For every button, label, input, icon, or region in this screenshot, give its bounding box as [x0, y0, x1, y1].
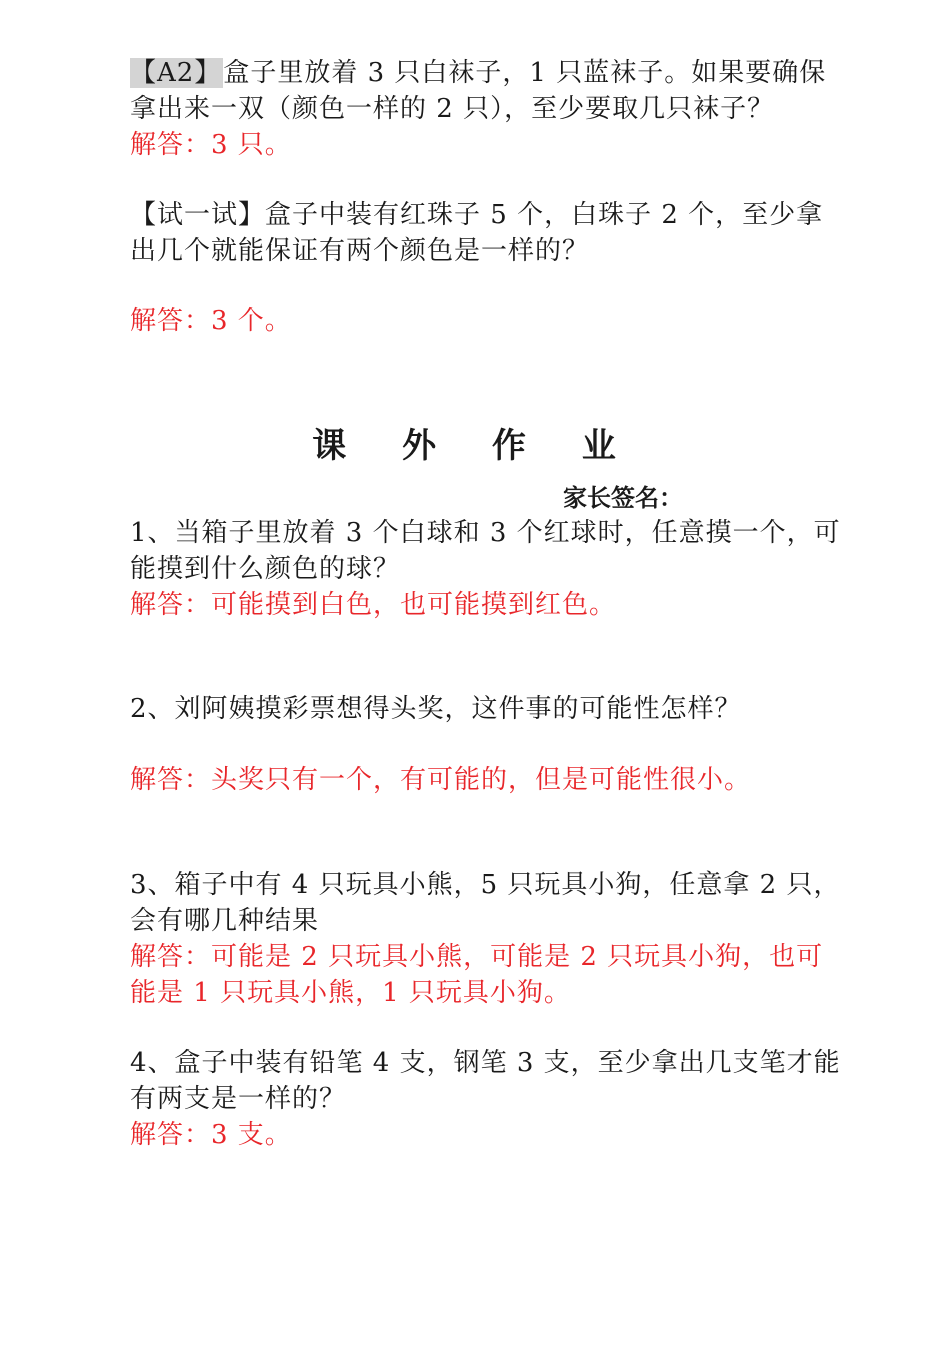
q3-line-1: 3、箱子中有 4 只玩具小熊，5 只玩具小狗，任意拿 2 只，	[130, 870, 841, 900]
q4-answer: 解答：3 支。	[130, 1120, 292, 1150]
try-it-question-line-2: 出几个就能保证有两个颜色是一样的？	[130, 236, 590, 266]
q4-line-1: 4、盒子中装有铅笔 4 支，钢笔 3 支，至少拿出几支笔才能	[130, 1048, 841, 1078]
try-it-answer: 解答：3 个。	[130, 306, 292, 336]
a2-question-line-2: 拿出来一双（颜色一样的 2 只），至少要取几只袜子？	[130, 94, 775, 124]
q3-line-2: 会有哪几种结果	[130, 906, 320, 936]
try-it-question-line-1: 【试一试】盒子中装有红珠子 5 个，白珠子 2 个，至少拿	[130, 200, 824, 230]
q3-answer-line-2: 能是 1 只玩具小熊，1 只玩具小狗。	[130, 978, 571, 1008]
q4-line-2: 有两支是一样的？	[130, 1084, 347, 1114]
q1-answer: 解答：可能摸到白色，也可能摸到红色。	[130, 590, 617, 620]
q1-line-1: 1、当箱子里放着 3 个白球和 3 个红球时，任意摸一个，可	[130, 518, 841, 548]
q3-answer-line-1: 解答：可能是 2 只玩具小熊，可能是 2 只玩具小狗，也可	[130, 942, 824, 972]
a2-tag: 【A2】	[130, 58, 222, 88]
homework-title: 课 外 作 业	[312, 426, 638, 466]
a2-answer: 解答：3 只。	[130, 130, 292, 160]
q2-line-1: 2、刘阿姨摸彩票想得头奖，这件事的可能性怎样？	[130, 694, 742, 724]
a2-question-text: 盒子里放着 3 只白袜子，1 只蓝袜子。如果要确保	[223, 58, 827, 88]
a2-question-line-1	[130, 55, 826, 91]
q1-line-2: 能摸到什么颜色的球？	[130, 554, 401, 584]
parent-signature-label: 家长签名：	[563, 484, 683, 512]
q2-answer: 解答：头奖只有一个，有可能的，但是可能性很小。	[130, 765, 752, 795]
